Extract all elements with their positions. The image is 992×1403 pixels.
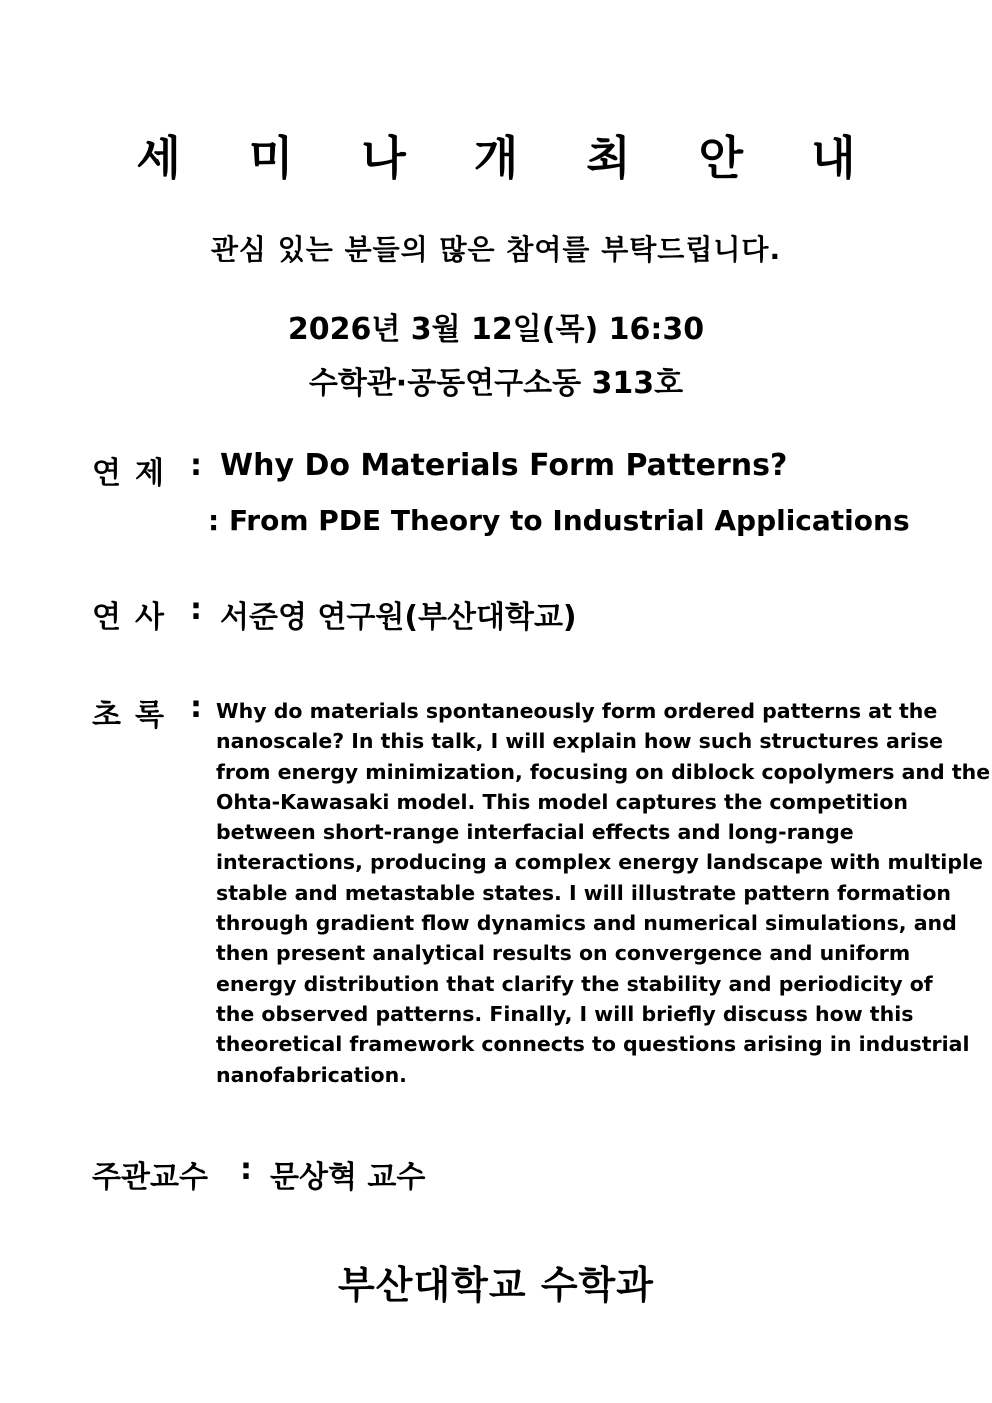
abstract-line: then present analytical results on convergence and uniform: [216, 941, 911, 966]
speaker-label: 연사: [92, 600, 178, 635]
abstract-line: energy distribution that clarify the stability and periodicity of: [216, 971, 933, 996]
host-label: 주관교수: [92, 1160, 208, 1195]
abstract-line: Why do materials spontaneously form ordered patterns at the: [216, 699, 938, 723]
abstract-line: through gradient flow dynamics and numerical simulations, and: [216, 911, 957, 936]
talk-label: 연제: [92, 456, 178, 491]
invitation-text: 관심 있는 분들의 많은 참여를 부탁드립니다.: [210, 233, 782, 266]
abstract-line: nanoscale? In this talk, I will explain how such structures arise: [216, 729, 944, 754]
abstract-line: from energy minimization, focusing on diblock copolymers and the: [216, 759, 991, 784]
host-name: 문상혁 교수: [270, 1160, 426, 1195]
seminar-title: 세 미 나 개 최 안 내: [136, 131, 882, 185]
abstract-line: stable and metastable states. I will illustrate pattern formation: [216, 880, 951, 905]
host-colon: :: [240, 1152, 252, 1187]
talk-subtitle: : From PDE Theory to Industrial Applications: [208, 504, 910, 537]
abstract-line: between short-range interfacial effects and long-range: [216, 820, 854, 845]
speaker-colon: :: [190, 592, 202, 627]
talk-colon: :: [190, 448, 202, 483]
abstract-line: the observed patterns. Finally, I will briefly discuss how this: [216, 1001, 914, 1026]
abstract-body: [216, 696, 991, 1090]
event-datetime: 2026년 3월 12일(목) 16:30: [287, 312, 705, 347]
abstract-line: Ohta-Kawasaki model. This model captures the competition: [216, 789, 908, 814]
talk-title: Why Do Materials Form Patterns?: [220, 448, 788, 483]
abstract-line: interactions, producing a complex energy landscape with multiple: [216, 850, 983, 875]
abstract-line: theoretical framework connects to questions arising in industrial: [216, 1032, 970, 1057]
abstract-label: 초록: [92, 698, 178, 733]
department-footer: 부산대학교 수학과: [338, 1263, 654, 1307]
speaker-name: 서준영 연구원(부산대학교): [220, 600, 577, 635]
abstract-line: nanofabrication.: [216, 1062, 407, 1087]
abstract-colon: :: [190, 690, 202, 725]
event-location: 수학관·공동연구소동 313호: [308, 366, 684, 401]
